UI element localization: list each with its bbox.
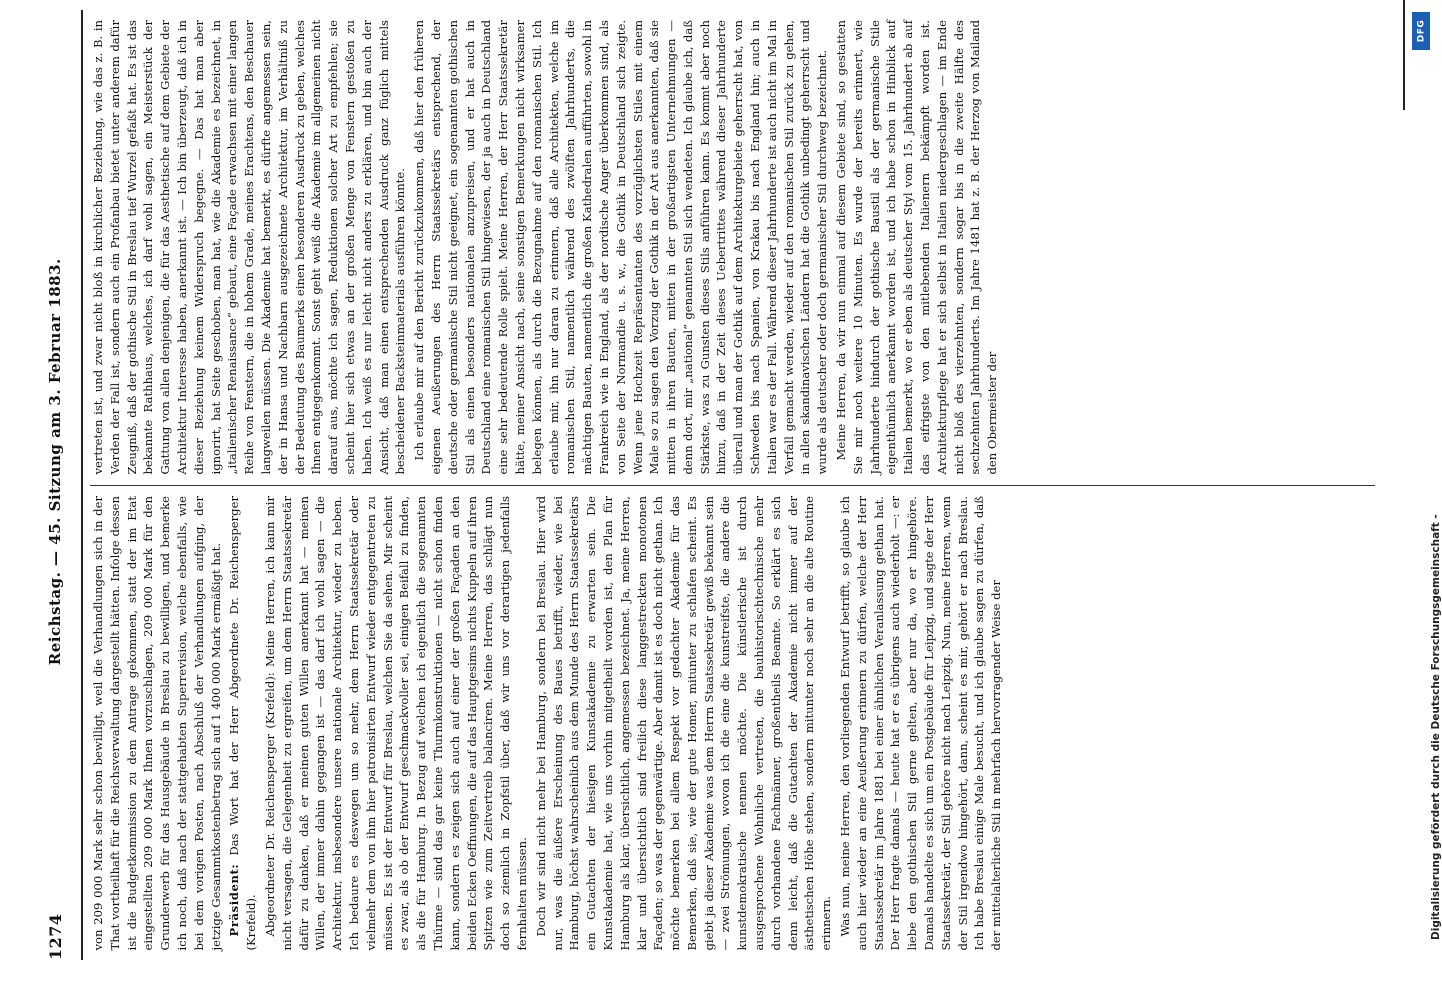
- paragraph-text: Was nun, meine Herren, den vorliegenden Entwurf betrifft, so glaube ich auch hier wieder an eine Aeußerung erinnern zu dürfen, welche der Herr Staatssekretär im Jahre 1881 bei einer ähnlichen Veranlassung gethan hat. Der Herr fragte damals — heute hat er es übrigens auch wiederholt —: er liebe den gothischen Stil gerne gelten, aber nur da, wo er hingehöre. Damals handelte es sich um ein Postgebäude für Leipzig, und sagte der Herr Staatssekretär, der Stil gehöre nicht nach Leipzig. Nun, meine Herren, wenn der Stil irgendwo hingehört, dann, scheint es mir, gehört er nach Breslau. Ich habe Breslau einige Male besucht, und ich glaube sagen zu dürfen, daß der mittelalterliche Stil in mehrfach hervorragender Weise der: [838, 495, 1004, 950]
- dfg-logo: [1412, 12, 1430, 50]
- paragraph-text: Doch wir sind nicht mehr bei Hamburg, sondern bei Breslau. Hier wird nur, was die äußere Erscheinung des Baues betrifft, wieder, wie bei Hamburg, höchst wahrscheinlich aus dem Munde des Herrn Staatssekretärs ein Gutachten der hiesigen Kunstakademie zu erwarten sein. Die Kunstakademie hat, wie uns vorhin mitgetheilt worden ist, den Plan für Hamburg als klar, übersichtlich, angemessen bezeichnet. Ja, meine Herren, klar und übersichtlich sind freilich diese langgestreckten monotonen Façaden; so was der gegenwärtige. Aber damit ist es doch nicht gethan. Ich möchte bemerken bei allem Respekt vor gedachter Akademie für das Bemerken, daß sie, wie der gute Homer, mitunter zu schlafen scheint. Es giebt ja dieser Akademie was dem Herrn Staatssekretär gewiß bekannt sein — zwei Strömungen, wovon ich die eine die kunstreifste, die andere die kunstdemokratische nennen möchte. Die künstlerische ist durch ausgesprochene Wohnliche vertreten, die bauhistorischtechnische mehr durch vorhandene Fachmänner, großentheils Beamte. So erklärt es sich denn leicht, daß die Gutachten der Akademie nicht immer auf der ästhetischen Höhe stehen, sondern mitunter noch sehr an die alte Routine erinnern.: [533, 495, 834, 950]
- scan-edge-mark: [1403, 0, 1405, 110]
- paragraph: [90, 20, 409, 475]
- paragraph: [226, 496, 260, 951]
- paragraph: [262, 496, 531, 951]
- text-columns: [90, 10, 1375, 960]
- paragraph-text: Das Wort hat der Herr Abgeordnete Dr. Reichensperger (Krefeld).: [227, 495, 259, 950]
- column-right: [90, 10, 1375, 485]
- paragraph-text: Ich erlaube mir auf den Bericht zurückzukommen, daß hier den früheren eigenen Aeußerungen des Herrn Staatssekretärs entsprechend, der deutsche oder germanische Stil nicht geeignet, ein sogenannten gothischen Stil als einen besonders nationalen anzupreisen, und er hat auch in Deutschland eine romanischen Stil hingewiesen, der ja auch in Deutschland eine sehr bedeutende Rolle spielt. Meine Herren, der Herr Staatssekretär hätte, meiner Ansicht nach, seine sonstigen Bemerkungen nicht wirksamer belegen können, als durch die Bezugnahme auf den romanischen Stil. Ich erlaube mir, ihn nur daran zu erinnern, daß alle Architekten, welche im romanischen Stil, namentlich während des zwölften Jahrhunderts, die mächtigen Bauten, namentlich die großen Kathedralen aufführten, sowohl in Frankreich wie in England, als der nordische Anger überkommen sind, als von Seite der Normandie u. s. w., die Gothik in Deutschland sich zeigte. Wenn jene Hochzeit Repräsentanten des vorzüglichsten Stiles mit einem Male so zu sagen den Vorzug der Gothik in der Art aus anerkannten, daß sie mitten in ihren Bauten, mitten in der großartigsten Unternehmungen — denn dort, mir „national“ genannten Stil sich wendeten. Ich glaube ich, daß Stärkste, was zu Gunsten dieses Stils anführen kann. Es kommt aber noch hinzu, daß in der Zeit dieses Uebertrittes während dieser Jahrhunderte überall und man der Gothik auf dem Architekturgebiete geherrscht hat, von Schweden bis nach Spanien, von Krakau bis nach England hin; auch in Italien war es der Fall. Während dieser Jahrhunderte ist auch nicht im Mal in Verfall gemacht werden, wieder auf den romanischen Stil zurück zu gehen, in allen skandinavischen Ländern hat die Gothik unbedingt geherrscht und wurde als deutscher oder doch germanischer Stil durchweg bezeichnet.: [412, 20, 830, 475]
- running-title: Reichstag. — 45. Sitzung am 3. Februar 1883.: [46, 258, 64, 666]
- column-left: [90, 486, 1375, 961]
- paragraph: [833, 20, 1001, 475]
- paragraph: [90, 496, 224, 951]
- paragraph: [837, 496, 1005, 951]
- speaker-label: Präsident:: [227, 863, 242, 936]
- paragraph: [533, 496, 835, 951]
- digitization-note: [1412, 80, 1442, 980]
- paragraph-text: von 209 000 Mark sehr schon bewilligt, weil die Verhandlungen sich in der That vortheilhaft für die Reichsverwaltung dargestellt hätten. Infolge dessen ist die Budgetkommission zu dem Antrage gekommen, statt der im Etat eingestellten 209 000 Mark Ihnen vorzuschlagen, 209 000 Mark für den Grunderwerb für das Hausgebäude in Breslau zu bewilligen, und bemerke ich noch, daß nach der stattgehabten Superrevision, welche ebenfalls, wie bei dem vorigen Posten, nach Abschluß der Verhandlungen aufging, der jetzige Gesammtkostenbetrag sich auf 1 400 000 Mark ermäßigt hat.: [91, 495, 223, 950]
- page-number: 1274: [45, 913, 65, 960]
- dfg-logo-text: DFG: [1416, 19, 1427, 43]
- paragraph: [411, 20, 831, 475]
- paragraph-text: Meine Herren, da wir nun einmal auf diesem Gebiete sind, so gestatten Sie mir noch weitere 10 Minuten. Es wurde der bereits erinnert, wie Jahrhunderte hindurch der gothische Baustil als der germanische Stile eigenthümlich anerkannt worden ist, und ich habe schon in Hinblick auf Italien bemerkt, wo er eben als deutscher Styl vom 15. Jahrhundert ab auf das eifrigste von den mitlebenden Italienern bekämpft worden ist. Architekturpflege hat er sich selbst in Italien niedergeschlagen — im Ende nicht bloß des vierzehnten, sondern sogar bis in die zweite Hälfte des sechzehnten Jahrhunderts. Im Jahre 1481 hat z. B. der Herzog von Mailand den Obermeister der: [834, 20, 1000, 475]
- digitization-note-text: Digitalisierung gefördert durch die Deutsche Forschungsgemeinschaft -: [1430, 514, 1442, 940]
- page-header: [35, 10, 75, 960]
- rotated-page: [5, 0, 1405, 1000]
- header-rule: [81, 10, 83, 960]
- paragraph-text: Abgeordneter Dr. Reichensperger (Krefeld): Meine Herren, ich kann mir nicht versagen, die Gelegenheit zu ergreifen, um dem Herrn Staatssekretär dafür zu danken, daß er meinen guten Willen anerkannt hat — meinen Willen, der immer dahin gegangen ist — das darf ich wohl sagen — die Architektur, insbesondere unsere nationale Architektur, wieder zu heben. Ich bedaure es deswegen um so mehr, dem Herrn Staatssekretär oder vielmehr dem von ihm hier patronisirten Entwurf wieder entgegentreten zu müssen. Es ist der Entwurf für Breslau, welchen Sie da sehen. Mir scheint es zwar, als ob der Entwurf geschmackvoller sei, einigen Beifall zu finden, als die für Hamburg. In Bezug auf welchen ich eigentlich die sogenannten Thürme — sind das gar keine Thurmkonstruktionen — nicht schon finden kann, sondern es zeigen sich auch auf einer der großen Façaden an den beiden Ecken Oeffnungen, die auf das Hauptgesims nichts Kuppeln auf ihren Spitzen wie zum Zeitvertreib balanciren. Meine Herren, das schlägt nun doch so ziemlich in Zopfstil über, daß wir uns vor derartigen jedenfalls fernhalten müssen.: [262, 495, 529, 950]
- paragraph-text: vertreten ist, und zwar nicht bloß in kirchlicher Beziehung, wie das z. B. in Verden der Fall ist, sondern auch ein Profanbau bietet unter anderem dafür Zeugniß, daß der gothische Stil in Breslau tief Wurzel gefaßt hat. Es ist das bekannte Rathhaus, welches, ich darf wohl sagen, ein Meisterstück der Gattung von allen denjenigen, die für das Aesthetische auf dem Gebiete der Architektur Interesse haben, anerkannt ist. — Ich bin überzeugt, daß ich in dieser Beziehung keinem Widerspruch begegne. — Das hat man aber ignorirt, hat Seite geschoben, man hat, wie die Akademie es bezeichnet, in „italienischer Renaissance“ gebaut, eine Façade erwachsen mit einer langen Reihe von Fenstern, die in hohem Grade, meines Erachtens, den Beschauer langweilen müssen. Die Akademie hat bemerkt, es dürfte angemessen sein, der in Hansa und Nachbarn ausgezeichnete Architektur, im Verhältniß zu der Bedeutung des Baumerks einen besonderen Ausdruck zu geben, welches Ihnen entgegenkommt. Sonst geht weiß die Akademie im allgemeinen nicht darauf aus, möchte ich sagen, Reduktionen solcher Art zu empfehlen; sie scheint hier sich etwas an der großen Menge von Fenstern gestoßen zu haben. Ich weiß es nur leicht nicht anders zu erklären, und bin auch der Ansicht, daß man einen entsprechenden Ausdruck ganz füglich mittels bescheidener Backsteinmaterials ausführen könnte.: [91, 20, 408, 475]
